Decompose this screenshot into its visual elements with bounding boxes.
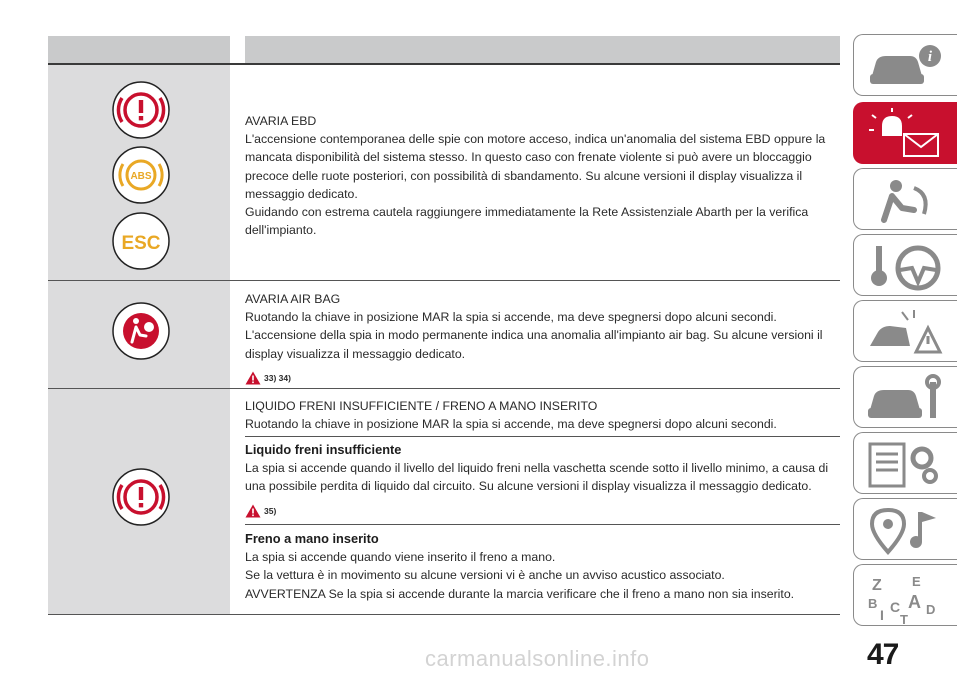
handbrake-paragraph-2: Se la vettura è in movimento su alcune versioni vi è anche un avviso acustico associato.	[245, 568, 725, 583]
warning-triangle-icon	[245, 504, 261, 518]
airbag-paragraph-1: Ruotando la chiave in posizione MAR la spia si accende, ma deve spegnersi dopo alcuni secondi.	[245, 310, 777, 325]
row-divider	[48, 280, 840, 281]
table-bottom-line	[48, 614, 840, 615]
table-header	[48, 36, 840, 63]
brake-paragraph-1: Ruotando la chiave in posizione MAR la spia si accende, ma deve spegnersi dopo alcuni secondi.	[245, 417, 777, 432]
airbag-section	[245, 290, 840, 387]
abs-warning-icon	[112, 146, 170, 204]
tab-starting-driving[interactable]	[853, 234, 957, 296]
brake-warning-icon	[112, 81, 170, 139]
airbag-paragraph-2: L'accensione della spia in modo permanente indica una anomalia all'impianto air bag. Su alcune versioni il display visualizza il messaggio dedicato.	[245, 328, 823, 361]
navigation-music-icon	[864, 504, 948, 556]
airbag-warning-ref	[245, 369, 840, 387]
svg-text:C: C	[890, 599, 901, 615]
handbrake-paragraph-1: La spia si accende quando viene inserito il freno a mano.	[245, 550, 556, 565]
svg-text:ABS: ABS	[130, 171, 152, 182]
brake-fluid-warning-ref	[245, 502, 840, 520]
tab-index[interactable]	[853, 564, 957, 626]
tab-multimedia[interactable]	[853, 498, 957, 560]
ebd-section	[245, 112, 840, 239]
alphabetical-index-icon	[864, 570, 948, 626]
accident-warning-icon	[864, 306, 948, 358]
tab-warning-lights[interactable]	[853, 102, 957, 164]
sub-divider	[245, 524, 840, 525]
handbrake-subtitle: Freno a mano inserito	[245, 531, 379, 546]
svg-text:i: i	[927, 49, 933, 65]
sub-divider	[245, 436, 840, 437]
car-info-icon	[864, 40, 948, 92]
svg-text:T: T	[900, 612, 908, 626]
svg-text:B: B	[868, 596, 878, 611]
warning-triangle-icon	[245, 371, 261, 385]
brake-fluid-text: La spia si accende quando il livello del liquido freni nella vaschetta scende sotto il livello minimo, a causa di una possibile perdita di liquido dal circuito. Su alcune versioni il display visualizza il messaggio dedicato.	[245, 461, 829, 494]
svg-text:A: A	[908, 592, 921, 612]
tab-emergency[interactable]	[853, 300, 957, 362]
specs-gear-icon	[864, 438, 948, 490]
ebd-title: AVARIA EBD	[245, 114, 317, 128]
watermark: carmanualsonline.info	[425, 646, 650, 671]
svg-text:Z: Z	[872, 577, 882, 594]
ebd-paragraph-2: Guidando con estrema cautela raggiungere immediatamente la Rete Assistenziale Abarth per la verifica dell'impianto.	[245, 205, 809, 238]
warning-light-message-icon	[864, 108, 948, 160]
key-steering-wheel-icon	[864, 240, 948, 292]
page-number: 47	[867, 638, 899, 671]
svg-text:E: E	[912, 574, 921, 589]
esc-warning-icon	[112, 212, 170, 270]
tab-safety[interactable]	[853, 168, 957, 230]
brake-title: LIQUIDO FRENI INSUFFICIENTE / FRENO A MANO INSERITO	[245, 399, 598, 413]
row-divider	[48, 388, 840, 389]
ebd-paragraph-1: L'accensione contemporanea delle spie con motore acceso, indica un'anomalia del sistema EBD oppure la mancata disponibilità del sistema stesso. In questo caso con frenate violente si può avere un bloccaggio precoce delle ruote posteriori, con possibilità di sbandamento. Su alcune versioni il display visualizza il messaggio dedicato.	[245, 132, 826, 201]
svg-text:D: D	[926, 602, 936, 617]
brake-fluid-warning-icon	[112, 468, 170, 526]
svg-text:I: I	[880, 607, 884, 623]
brake-fluid-subtitle: Liquido freni insufficiente	[245, 442, 402, 457]
brake-section-intro	[245, 397, 840, 433]
table-header-icon-cell	[48, 36, 230, 63]
brake-fluid-section	[245, 441, 840, 520]
handbrake-paragraph-3: AVVERTENZA Se la spia si accende durante la marcia verificare che il freno a mano non sia inserito.	[245, 586, 795, 601]
brake-fluid-ref-text: 35)	[264, 505, 277, 516]
airbag-ref-text: 33) 34)	[264, 372, 291, 383]
handbrake-section	[245, 530, 840, 603]
car-wrench-icon	[864, 372, 948, 424]
tab-maintenance[interactable]	[853, 366, 957, 428]
tab-technical-data[interactable]	[853, 432, 957, 494]
seatbelt-airbag-icon	[864, 174, 948, 226]
airbag-warning-icon	[112, 302, 170, 360]
tab-vehicle-info[interactable]	[853, 34, 957, 96]
table-header-text-cell	[245, 36, 840, 63]
svg-text:ESC: ESC	[121, 233, 161, 254]
airbag-title: AVARIA AIR BAG	[245, 292, 341, 306]
